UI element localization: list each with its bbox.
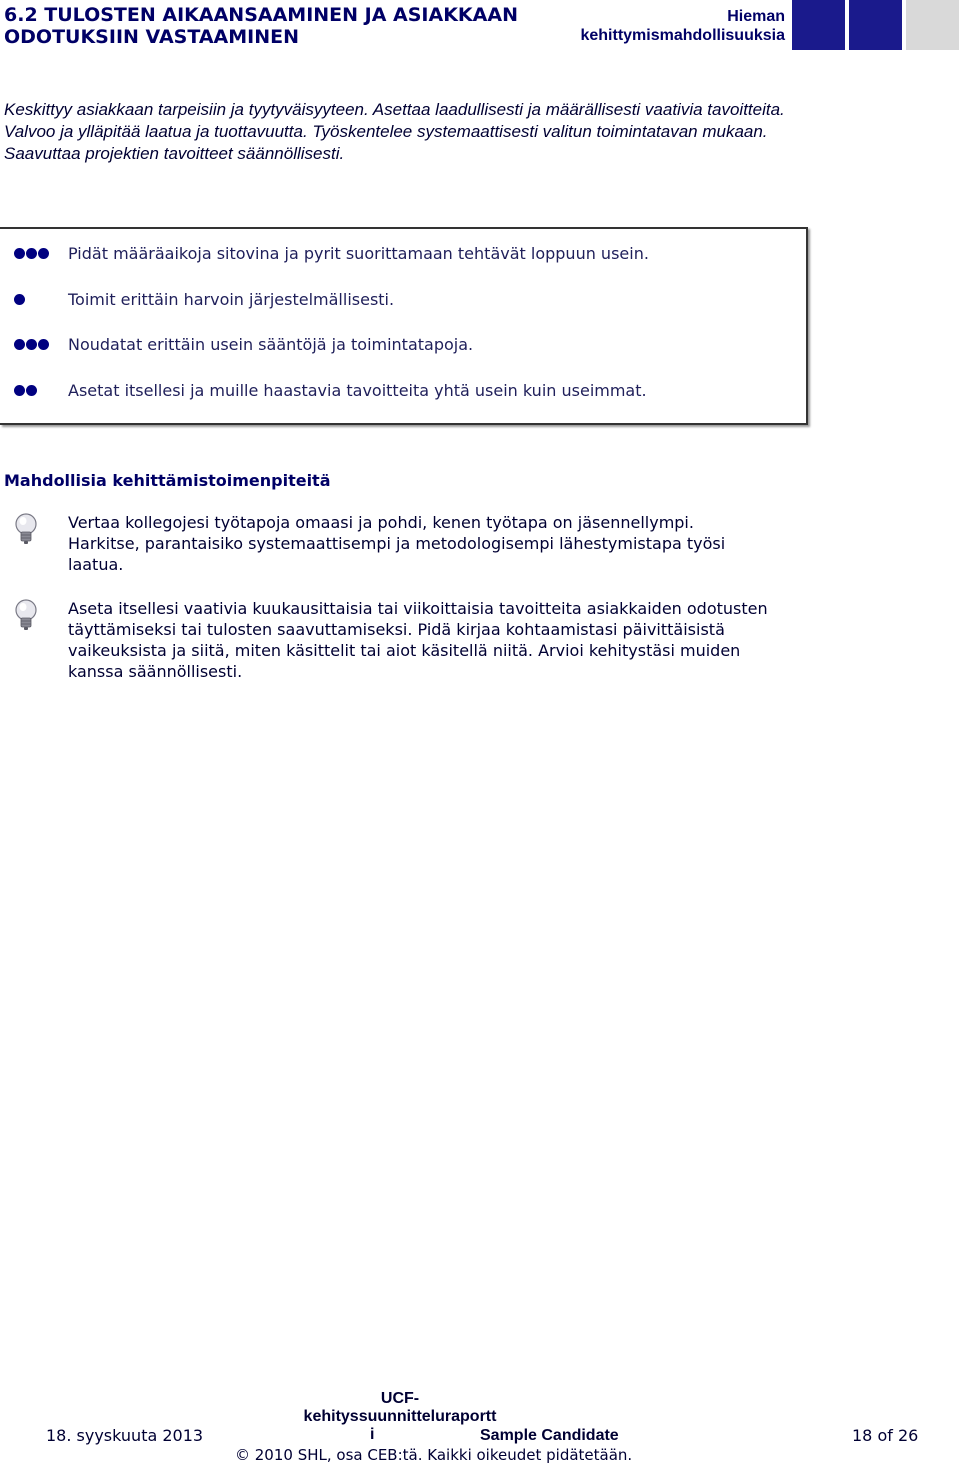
frequency-dot — [14, 385, 25, 396]
rating-scale-box-3 — [906, 0, 959, 50]
frequency-dot — [38, 248, 49, 259]
frequency-dot — [26, 339, 37, 350]
frequency-dots — [14, 294, 26, 306]
frequency-dot — [38, 339, 49, 350]
rating-scale-box-2 — [849, 0, 902, 50]
behaviour-text: Pidät määräaikoja sitovina ja pyrit suorittamaan tehtävät loppuun usein. — [68, 244, 649, 263]
footer-report-line: i — [370, 1426, 375, 1443]
footer-page-number: 18 of 26 — [852, 1426, 919, 1445]
frequency-dots — [14, 385, 38, 397]
development-heading: Mahdollisia kehittämistoimenpiteitä — [4, 471, 331, 490]
development-tip-text: Aseta itsellesi vaativia kuukausittaisia tai viikoittaisia tavoitteita asiakkaiden odotusten täyttämiseksi tai tulosten saavuttamiseksi. Pidä kirjaa kohtaamistasi päivittäisistä vaikeuksista ja siitä, miten käsittelit tai aiot käsitellä niitä. Arvioi kehitystäsi muiden kanssa säännöllisesti. — [68, 599, 768, 681]
footer-candidate: Sample Candidate — [480, 1427, 619, 1444]
lightbulb-icon — [12, 512, 40, 546]
footer-report-line: UCF- — [380, 1390, 420, 1407]
lightbulb-icon — [12, 598, 40, 632]
behaviour-text: Asetat itsellesi ja muille haastavia tavoitteita yhtä usein kuin useimmat. — [68, 381, 647, 400]
frequency-dots — [14, 248, 50, 260]
frequency-dot — [14, 248, 25, 259]
behaviour-row — [0, 288, 800, 312]
development-tip-text: Vertaa kollegojesi työtapoja omaasi ja pohdi, kenen työtapa on jäsennellympi. Harkitse, parantaisiko systemaattisempi ja metodologisempi lähestymistapa työsi laatua. — [68, 513, 726, 574]
footer-date: 18. syyskuuta 2013 — [46, 1426, 204, 1445]
frequency-dots — [14, 339, 50, 351]
competency-description: Keskittyy asiakkaan tarpeisiin ja tyytyväisyyteen. Asettaa laadullisesti ja määrällisesti vaativia tavoitteita. Valvoo ja ylläpitää laatua ja tuottavuutta. Työskentelee systemaattisesti valitun toimintatavan mukaan. Saavuttaa projektien tavoitteet säännöllisesti. — [4, 100, 785, 163]
behaviour-text: Toimit erittäin harvoin järjestelmällisesti. — [68, 290, 395, 309]
page-footer — [0, 1390, 960, 1466]
behaviour-row — [0, 242, 800, 266]
behaviour-box — [0, 227, 808, 425]
behaviour-text: Noudatat erittäin usein sääntöjä ja toimintatapoja. — [68, 335, 474, 354]
frequency-dot — [26, 248, 37, 259]
page-title: 6.2 TULOSTEN AIKAANSAAMINEN JA ASIAKKAAN ODOTUKSIIN VASTAAMINEN — [4, 4, 518, 48]
footer-report-line: kehityssuunnitteluraportt — [303, 1408, 497, 1425]
behaviour-row — [0, 379, 800, 403]
frequency-dot — [14, 294, 25, 305]
frequency-dot — [14, 339, 25, 350]
rating-scale-box-1 — [792, 0, 845, 50]
footer-copyright: © 2010 SHL, osa CEB:tä. Kaikki oikeudet pidätetään. — [235, 1446, 633, 1464]
behaviour-row — [0, 333, 800, 357]
rating-label: Hieman kehittymismahdollisuuksia — [580, 8, 785, 44]
frequency-dot — [26, 385, 37, 396]
